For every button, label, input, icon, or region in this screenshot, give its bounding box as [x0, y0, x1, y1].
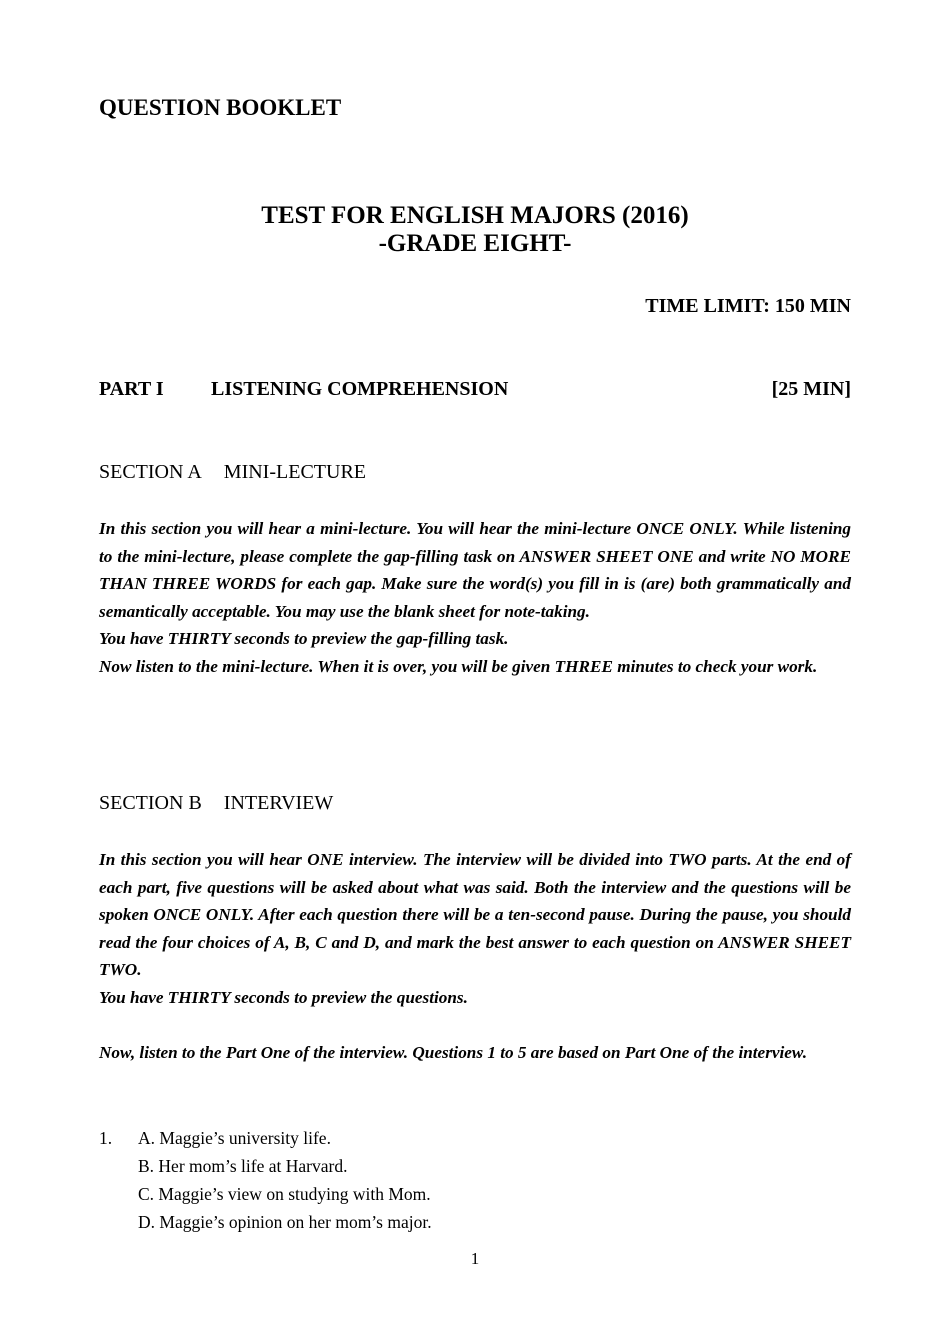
- time-limit: TIME LIMIT: 150 MIN: [645, 295, 851, 317]
- exam-title-line2: -GRADE EIGHT-: [378, 230, 572, 257]
- section-b-paragraph: In this section you will hear ONE interview. The interview will be divided into TWO parts. At the end of each part, five questions will be asked about what was said. Both the interview and the questions will be spoken ONCE ONLY. After each question there will be a ten-second pause. During the pause, you should read the four choices of A, B, C and D, and mark the best answer to each question on ANSWER SHEET TWO.: [99, 850, 851, 980]
- section-a-instructions: [99, 515, 851, 681]
- booklet-label: QUESTION BOOKLET: [99, 95, 342, 120]
- option-d: D. Maggie’s opinion on her mom’s major.: [138, 1212, 432, 1232]
- exam-title-line1: TEST FOR ENGLISH MAJORS (2016): [261, 202, 689, 229]
- part-time: [25 MIN]: [771, 378, 851, 400]
- section-a-paragraph: In this section you will hear a mini-lecture. You will hear the mini-lecture ONCE ONLY. While listening to the mini-lecture, please complete the gap-filling task on ANSWER SHEET ONE and write NO MORE THAN THREE WORDS for each gap. Make sure the word(s) you fill in is (are) both grammatically and semantically acceptable. You may use the blank sheet for note-taking.: [99, 519, 851, 621]
- section-a-name: MINI-LECTURE: [223, 461, 366, 483]
- option-b: B. Her mom’s life at Harvard.: [138, 1156, 348, 1176]
- part-name: LISTENING COMPREHENSION: [211, 378, 509, 400]
- section-b-paragraph: Now, listen to the Part One of the interview. Questions 1 to 5 are based on Part One of the interview.: [99, 1043, 808, 1063]
- part-number: PART I: [99, 378, 164, 400]
- question-1: [99, 1124, 432, 1236]
- part-header: [99, 377, 851, 401]
- section-b-instructions: [99, 846, 851, 1067]
- section-a-label: SECTION A: [99, 461, 202, 483]
- section-a-title: [99, 460, 366, 484]
- section-b-label: SECTION B: [99, 792, 202, 814]
- exam-title: [0, 202, 950, 258]
- section-a-paragraph: Now listen to the mini-lecture. When it is over, you will be given THREE minutes to check your work.: [99, 656, 818, 676]
- question-number: 1.: [99, 1128, 113, 1148]
- section-b-name: INTERVIEW: [223, 792, 334, 814]
- option-a: A. Maggie’s university life.: [138, 1128, 331, 1148]
- section-b-paragraph: You have THIRTY seconds to preview the questions.: [99, 987, 468, 1007]
- section-a-paragraph: You have THIRTY seconds to preview the gap-filling task.: [99, 629, 509, 649]
- question-options: [138, 1124, 432, 1236]
- section-b-title: [99, 791, 333, 815]
- page-number: 1: [470, 1249, 480, 1268]
- option-c: C. Maggie’s view on studying with Mom.: [138, 1184, 431, 1204]
